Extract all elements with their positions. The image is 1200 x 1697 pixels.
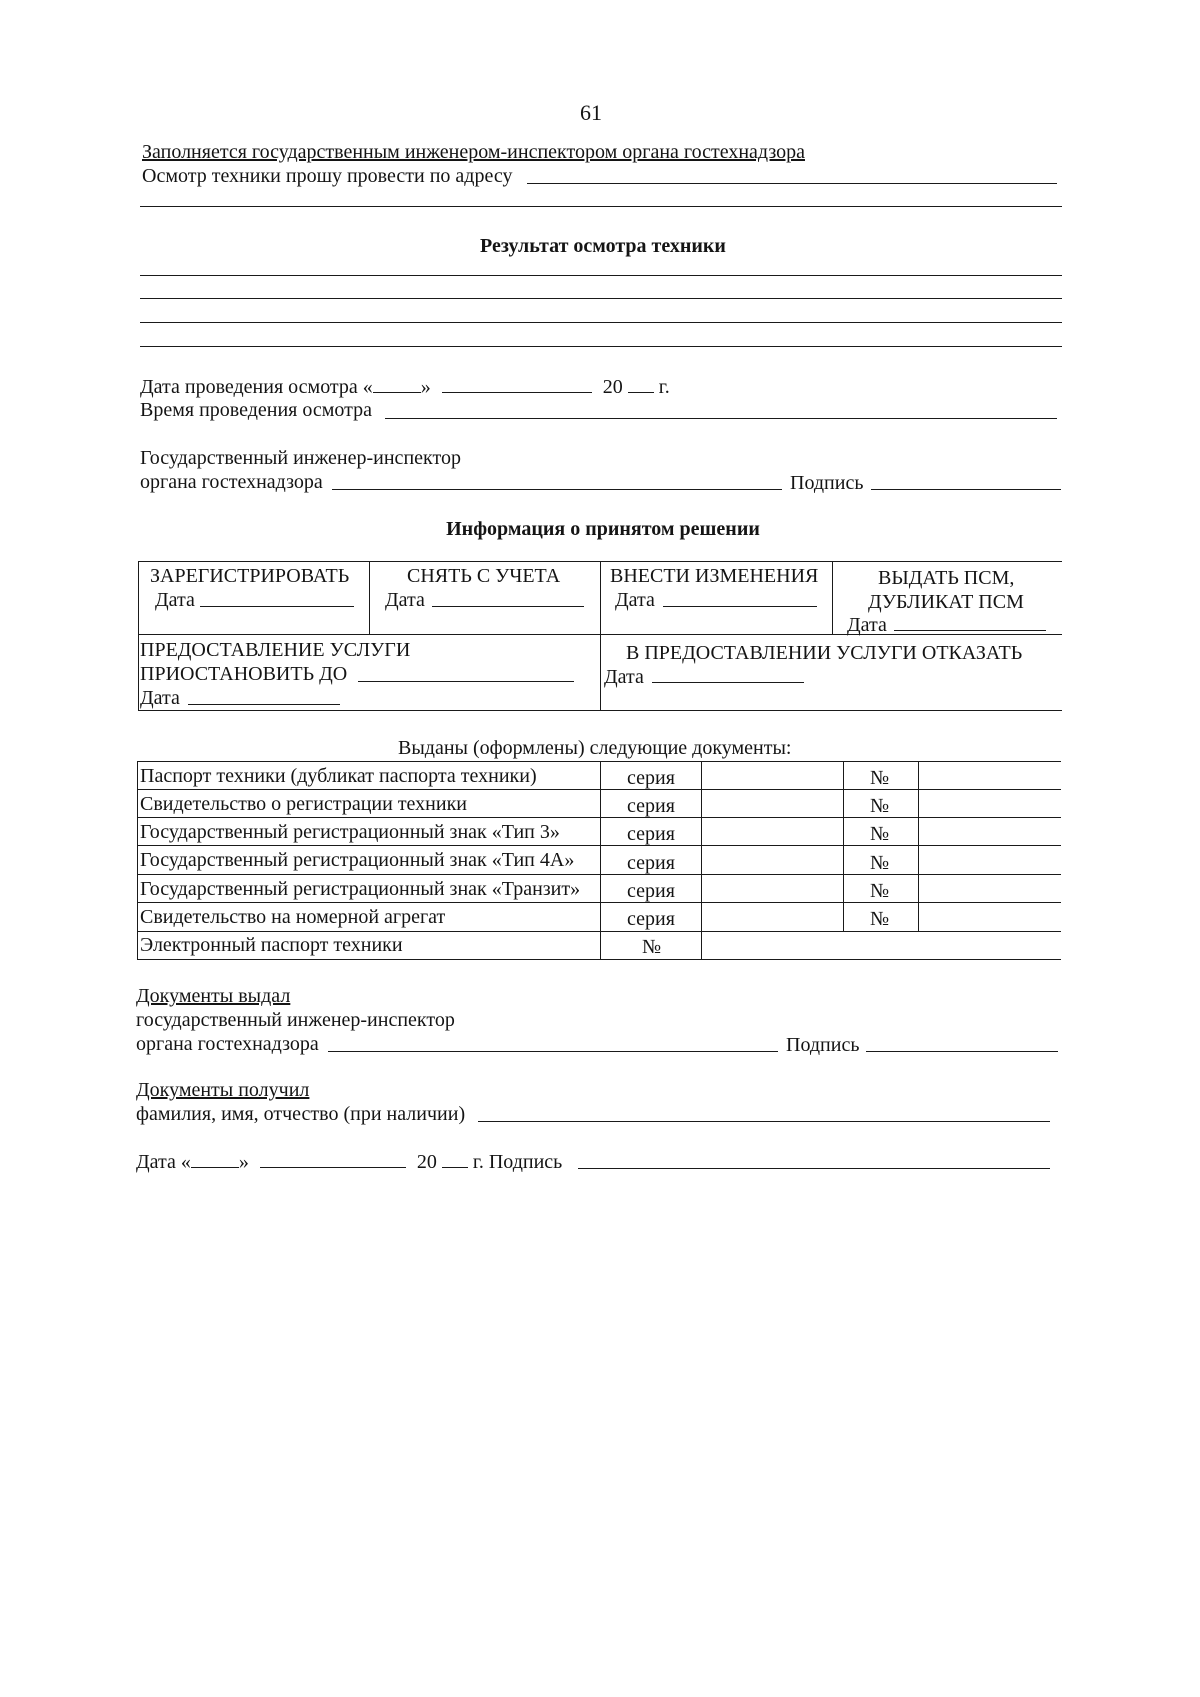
quote-close: » <box>420 376 431 398</box>
inspection-day-field[interactable] <box>373 374 421 393</box>
result-line-2[interactable] <box>140 298 1062 299</box>
doc-row-series: серия <box>627 823 675 845</box>
issued-signature-field[interactable] <box>866 1051 1058 1052</box>
issued-signature-label: Подпись <box>786 1034 860 1056</box>
decision-suspend-until-field[interactable] <box>358 681 574 682</box>
inspector-line1: Государственный инженер-инспектор <box>140 447 461 469</box>
decision-issue-psm-line2: ДУБЛИКАТ ПСМ <box>868 591 1024 613</box>
received-quote-close: » <box>238 1151 249 1173</box>
decision-divider-3 <box>832 561 833 634</box>
result-line-4[interactable] <box>140 346 1062 347</box>
result-line-1[interactable] <box>140 275 1062 276</box>
doc-row-name: Свидетельство на номерной агрегат <box>140 906 446 928</box>
doc-row-number: № <box>870 908 890 930</box>
inspection-time-label: Время проведения осмотра <box>140 399 373 421</box>
decision-deregister[interactable]: СНЯТЬ С УЧЕТА <box>407 565 561 587</box>
year-suffix: г. <box>658 376 670 398</box>
inspection-month-field[interactable] <box>442 374 592 393</box>
doc-row-name: Паспорт техники (дубликат паспорта техники) <box>140 765 537 787</box>
doc-row-series: серия <box>627 767 675 789</box>
documents-row-line <box>137 931 1061 932</box>
doc-row-number: № <box>870 823 890 845</box>
decision-title: Информация о принятом решении <box>446 518 760 540</box>
decision-change-date-label: Дата <box>615 589 655 611</box>
doc-row-name: Государственный регистрационный знак «Транзит» <box>140 878 581 900</box>
decision-left-border <box>138 561 139 710</box>
decision-register-date-label: Дата <box>155 589 195 611</box>
doc-row-series: № <box>642 936 662 958</box>
doc-row-name: Государственный регистрационный знак «Тип 4А» <box>140 849 575 871</box>
documents-row-line <box>137 874 1061 875</box>
documents-row-line <box>137 817 1061 818</box>
inspector-line2: органа гостехнадзора <box>140 471 323 493</box>
year-prefix: 20 <box>602 376 623 398</box>
doc-row-number: № <box>870 767 890 789</box>
inspector-name-field[interactable] <box>332 489 782 490</box>
decision-register[interactable]: ЗАРЕГИСТРИРОВАТЬ <box>150 565 350 587</box>
received-heading: Документы получил <box>136 1079 310 1101</box>
decision-change[interactable]: ВНЕСТИ ИЗМЕНЕНИЯ <box>610 565 819 587</box>
doc-row-number: № <box>870 880 890 902</box>
doc-row-series: серия <box>627 880 675 902</box>
doc-row-number: № <box>870 795 890 817</box>
received-year-suffix: г. Подпись <box>472 1151 563 1173</box>
page-number: 61 <box>580 100 602 125</box>
inspection-date-row <box>140 374 670 399</box>
documents-left-border <box>137 761 138 959</box>
received-year-prefix: 20 <box>416 1151 437 1173</box>
decision-bottom-border <box>138 710 1062 711</box>
decision-deregister-date-field[interactable] <box>432 606 584 607</box>
documents-col-divider-4 <box>918 761 919 931</box>
issued-name-field[interactable] <box>328 1051 778 1052</box>
decision-suspend-date-label: Дата <box>140 687 180 709</box>
inspector-signature-field[interactable] <box>871 489 1061 490</box>
received-day-field[interactable] <box>191 1149 239 1168</box>
inspection-title: Результат осмотра техники <box>480 235 726 257</box>
issued-line2: органа гостехнадзора <box>136 1033 319 1055</box>
doc-row-name: Государственный регистрационный знак «Тип 3» <box>140 821 560 843</box>
doc-row-series: серия <box>627 852 675 874</box>
decision-refuse-date-label: Дата <box>604 666 644 688</box>
received-signature-field[interactable] <box>578 1168 1050 1169</box>
address-field[interactable] <box>527 183 1057 184</box>
documents-row-line <box>137 761 1061 762</box>
decision-suspend-date-field[interactable] <box>188 704 340 705</box>
decision-suspend-line1[interactable]: ПРЕДОСТАВЛЕНИЕ УСЛУГИ <box>140 639 411 661</box>
decision-suspend-line2: ПРИОСТАНОВИТЬ ДО <box>140 663 348 685</box>
documents-row-line <box>137 845 1061 846</box>
decision-change-date-field[interactable] <box>663 606 817 607</box>
documents-row-line <box>137 959 1061 960</box>
received-date-row <box>136 1149 562 1174</box>
result-line-3[interactable] <box>140 322 1062 323</box>
received-year-field[interactable] <box>442 1149 468 1168</box>
documents-col-divider-1 <box>600 761 601 959</box>
inspection-date-label: Дата проведения осмотра « <box>140 376 373 398</box>
doc-row-number: № <box>870 852 890 874</box>
decision-deregister-date-label: Дата <box>385 589 425 611</box>
address-field-line2[interactable] <box>140 206 1062 207</box>
documents-row-line <box>137 902 1061 903</box>
decision-refuse-date-field[interactable] <box>652 682 804 683</box>
doc-row-name: Электронный паспорт техники <box>140 934 403 956</box>
decision-issue-psm[interactable]: ВЫДАТЬ ПСМ, <box>878 567 1015 589</box>
address-label: Осмотр техники прошу провести по адресу <box>142 165 513 187</box>
received-date-label: Дата « <box>136 1151 191 1173</box>
inspection-time-field[interactable] <box>385 418 1057 419</box>
received-name-field[interactable] <box>478 1121 1050 1122</box>
decision-issue-psm-date-field[interactable] <box>894 630 1046 631</box>
issued-heading: Документы выдал <box>136 985 291 1007</box>
doc-row-name: Свидетельство о регистрации техники <box>140 793 467 815</box>
decision-register-date-field[interactable] <box>200 606 354 607</box>
doc-row-series: серия <box>627 908 675 930</box>
documents-row-line <box>137 789 1061 790</box>
decision-issue-psm-date-label: Дата <box>847 614 887 636</box>
issued-line1: государственный инженер-инспектор <box>136 1009 455 1031</box>
inspection-year-field[interactable] <box>628 374 654 393</box>
received-month-field[interactable] <box>260 1149 406 1168</box>
filled-by-note: Заполняется государственным инженером-инспектором органа гостехнадзора <box>142 141 805 163</box>
documents-col-divider-2 <box>701 761 702 959</box>
documents-title: Выданы (оформлены) следующие документы: <box>398 737 792 759</box>
decision-refuse[interactable]: В ПРЕДОСТАВЛЕНИИ УСЛУГИ ОТКАЗАТЬ <box>626 642 1023 664</box>
decision-divider-2 <box>600 561 601 710</box>
received-name-label: фамилия, имя, отчество (при наличии) <box>136 1103 466 1125</box>
doc-row-series: серия <box>627 795 675 817</box>
inspector-signature-label: Подпись <box>790 472 864 494</box>
documents-col-divider-3 <box>843 761 844 931</box>
decision-divider-1 <box>369 561 370 634</box>
